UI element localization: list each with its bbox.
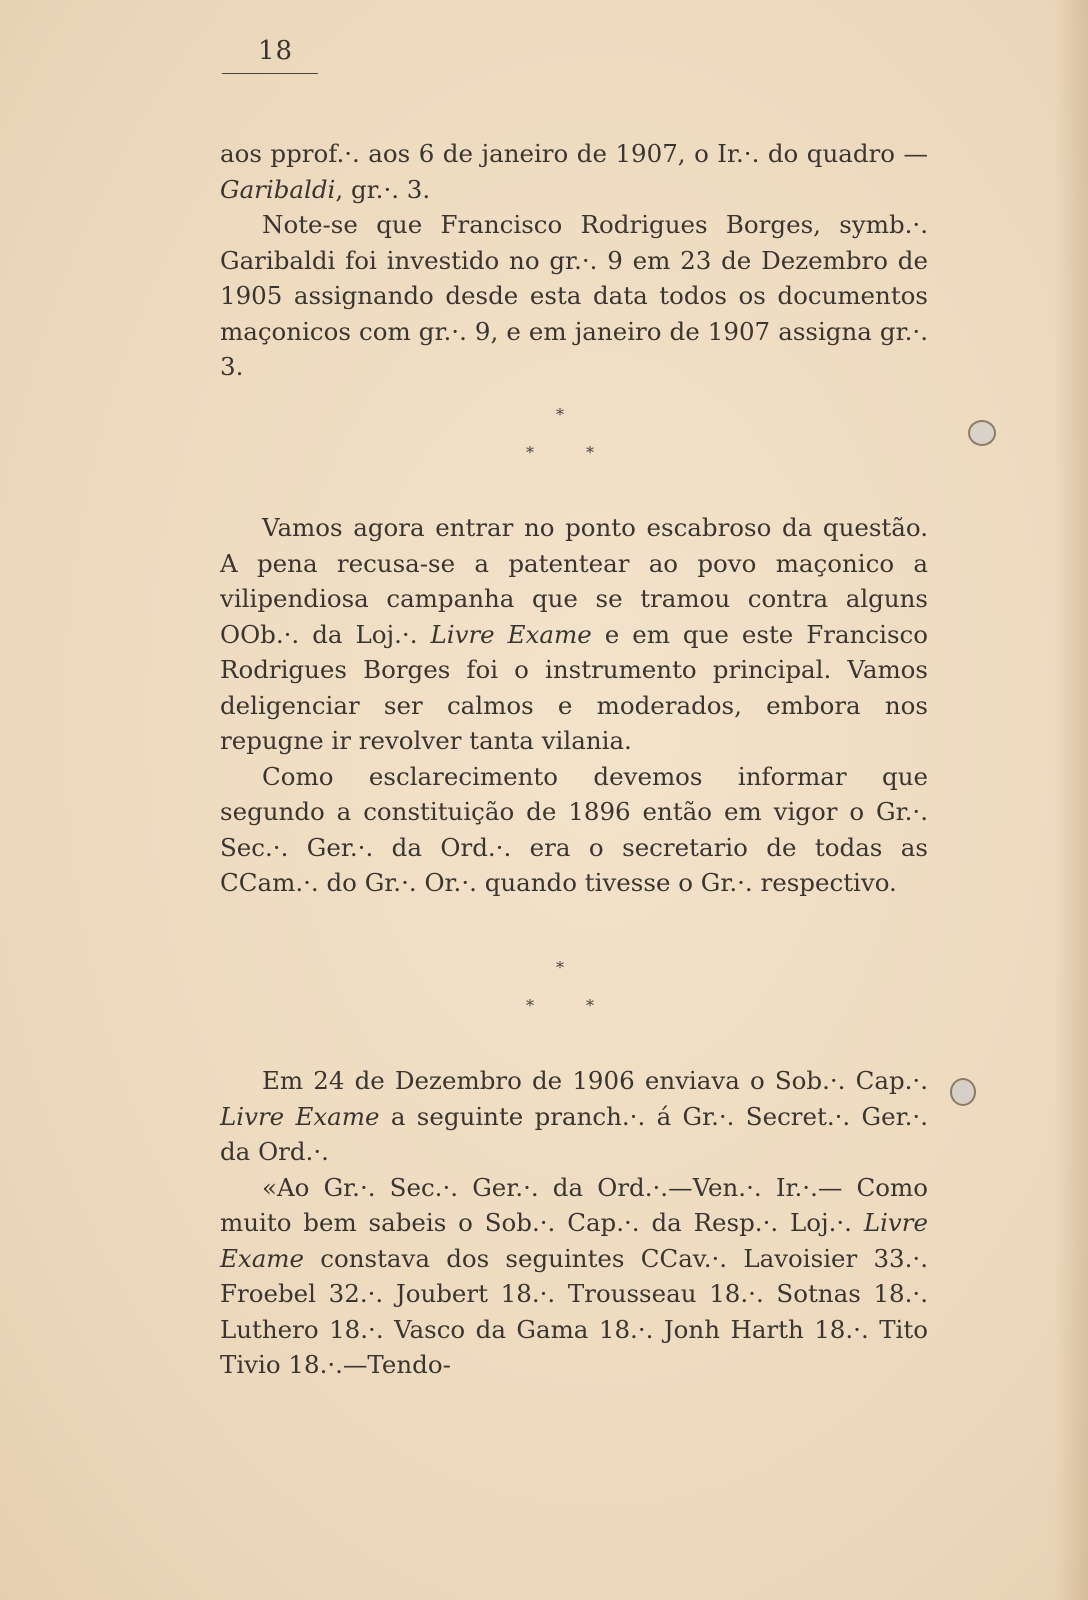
italic-run: Livre Exame bbox=[220, 1101, 380, 1131]
paragraph-letter bbox=[220, 1170, 928, 1383]
binding-hole bbox=[968, 420, 996, 446]
text-run: , gr.·. 3. bbox=[335, 174, 431, 204]
paragraph-quadro bbox=[220, 136, 928, 207]
asterism-star: * bbox=[556, 958, 564, 977]
italic-run: Livre Exame bbox=[220, 1208, 928, 1273]
binding-hole bbox=[950, 1078, 976, 1106]
text-block-1 bbox=[220, 136, 928, 385]
text-run: a seguinte pranch.·. á Gr.·. Secret.·. Ger.·. da Ord.·. bbox=[220, 1101, 929, 1166]
text-block-2 bbox=[220, 510, 928, 901]
page-edge-shadow bbox=[1054, 0, 1088, 1600]
paragraph-questao bbox=[220, 510, 928, 759]
asterism-divider bbox=[520, 958, 620, 1028]
paragraph-note: Note-se que Francisco Rodrigues Borges, symb.·. Garibaldi foi investido no gr.·. 9 em 23 de Dezembro de 1905 assignando desde esta data todos os documentos maçonicos com gr.·. 9, e em janeiro de 1907 assigna gr.·. 3. bbox=[220, 210, 928, 381]
text-run: «Ao Gr.·. Sec.·. Ger.·. da Ord.·.—Ven.·. Ir.·.— Como muito bem sabeis o Sob.·. Cap.·. da Resp.·. Loj.·. bbox=[220, 1172, 928, 1237]
text-run: Em 24 de Dezembro de 1906 enviava o Sob.·. Cap.·. bbox=[262, 1066, 928, 1095]
italic-run: Livre Exame bbox=[430, 619, 592, 649]
asterism-star: * bbox=[586, 996, 594, 1015]
asterism-star: * bbox=[526, 996, 534, 1015]
asterism-star: * bbox=[586, 443, 594, 462]
text-block-3 bbox=[220, 1063, 928, 1383]
text-run: e em que este Francisco Rodrigues Borges foi o instrumento principal. Vamos deligenciar ser calmos e moderados, embora nos repugne ir revolver tanta vilania. bbox=[220, 619, 929, 755]
text-run: aos pprof.·. aos 6 de janeiro de 1907, o Ir.·. do quadro — bbox=[220, 139, 928, 168]
paragraph-pranch bbox=[220, 1063, 928, 1170]
text-run: constava dos seguintes CCav.·. Lavoisier 33.·. Froebel 32.·. Joubert 18.·. Trousseau 18.·. Sotnas 18.·. Luthero 18.·. Vasco da Gama 18.·. Jonh Harth 18.·. Tito Tivio 18.·.—Tendo- bbox=[220, 1243, 928, 1379]
text-run: Vamos agora entrar no ponto escabroso da questão. A pena recusa-se a patentear ao povo maçonico a vilipendiosa campanha que se tramou contra alguns OOb.·. da Loj.·. bbox=[220, 513, 928, 649]
page-number: 18 bbox=[258, 36, 294, 66]
page-number-rule bbox=[222, 73, 318, 74]
asterism-star: * bbox=[526, 443, 534, 462]
asterism-divider bbox=[520, 405, 620, 475]
italic-run: Garibaldi bbox=[220, 174, 336, 204]
paragraph-esclarecimento: Como esclarecimento devemos informar que segundo a constituição de 1896 então em vigor o Gr.·. Sec.·. Ger.·. da Ord.·. era o secretario de todas as CCam.·. do Gr.·. Or.·. quando tivesse o Gr.·. respectivo. bbox=[220, 761, 928, 897]
asterism-star: * bbox=[556, 405, 564, 424]
